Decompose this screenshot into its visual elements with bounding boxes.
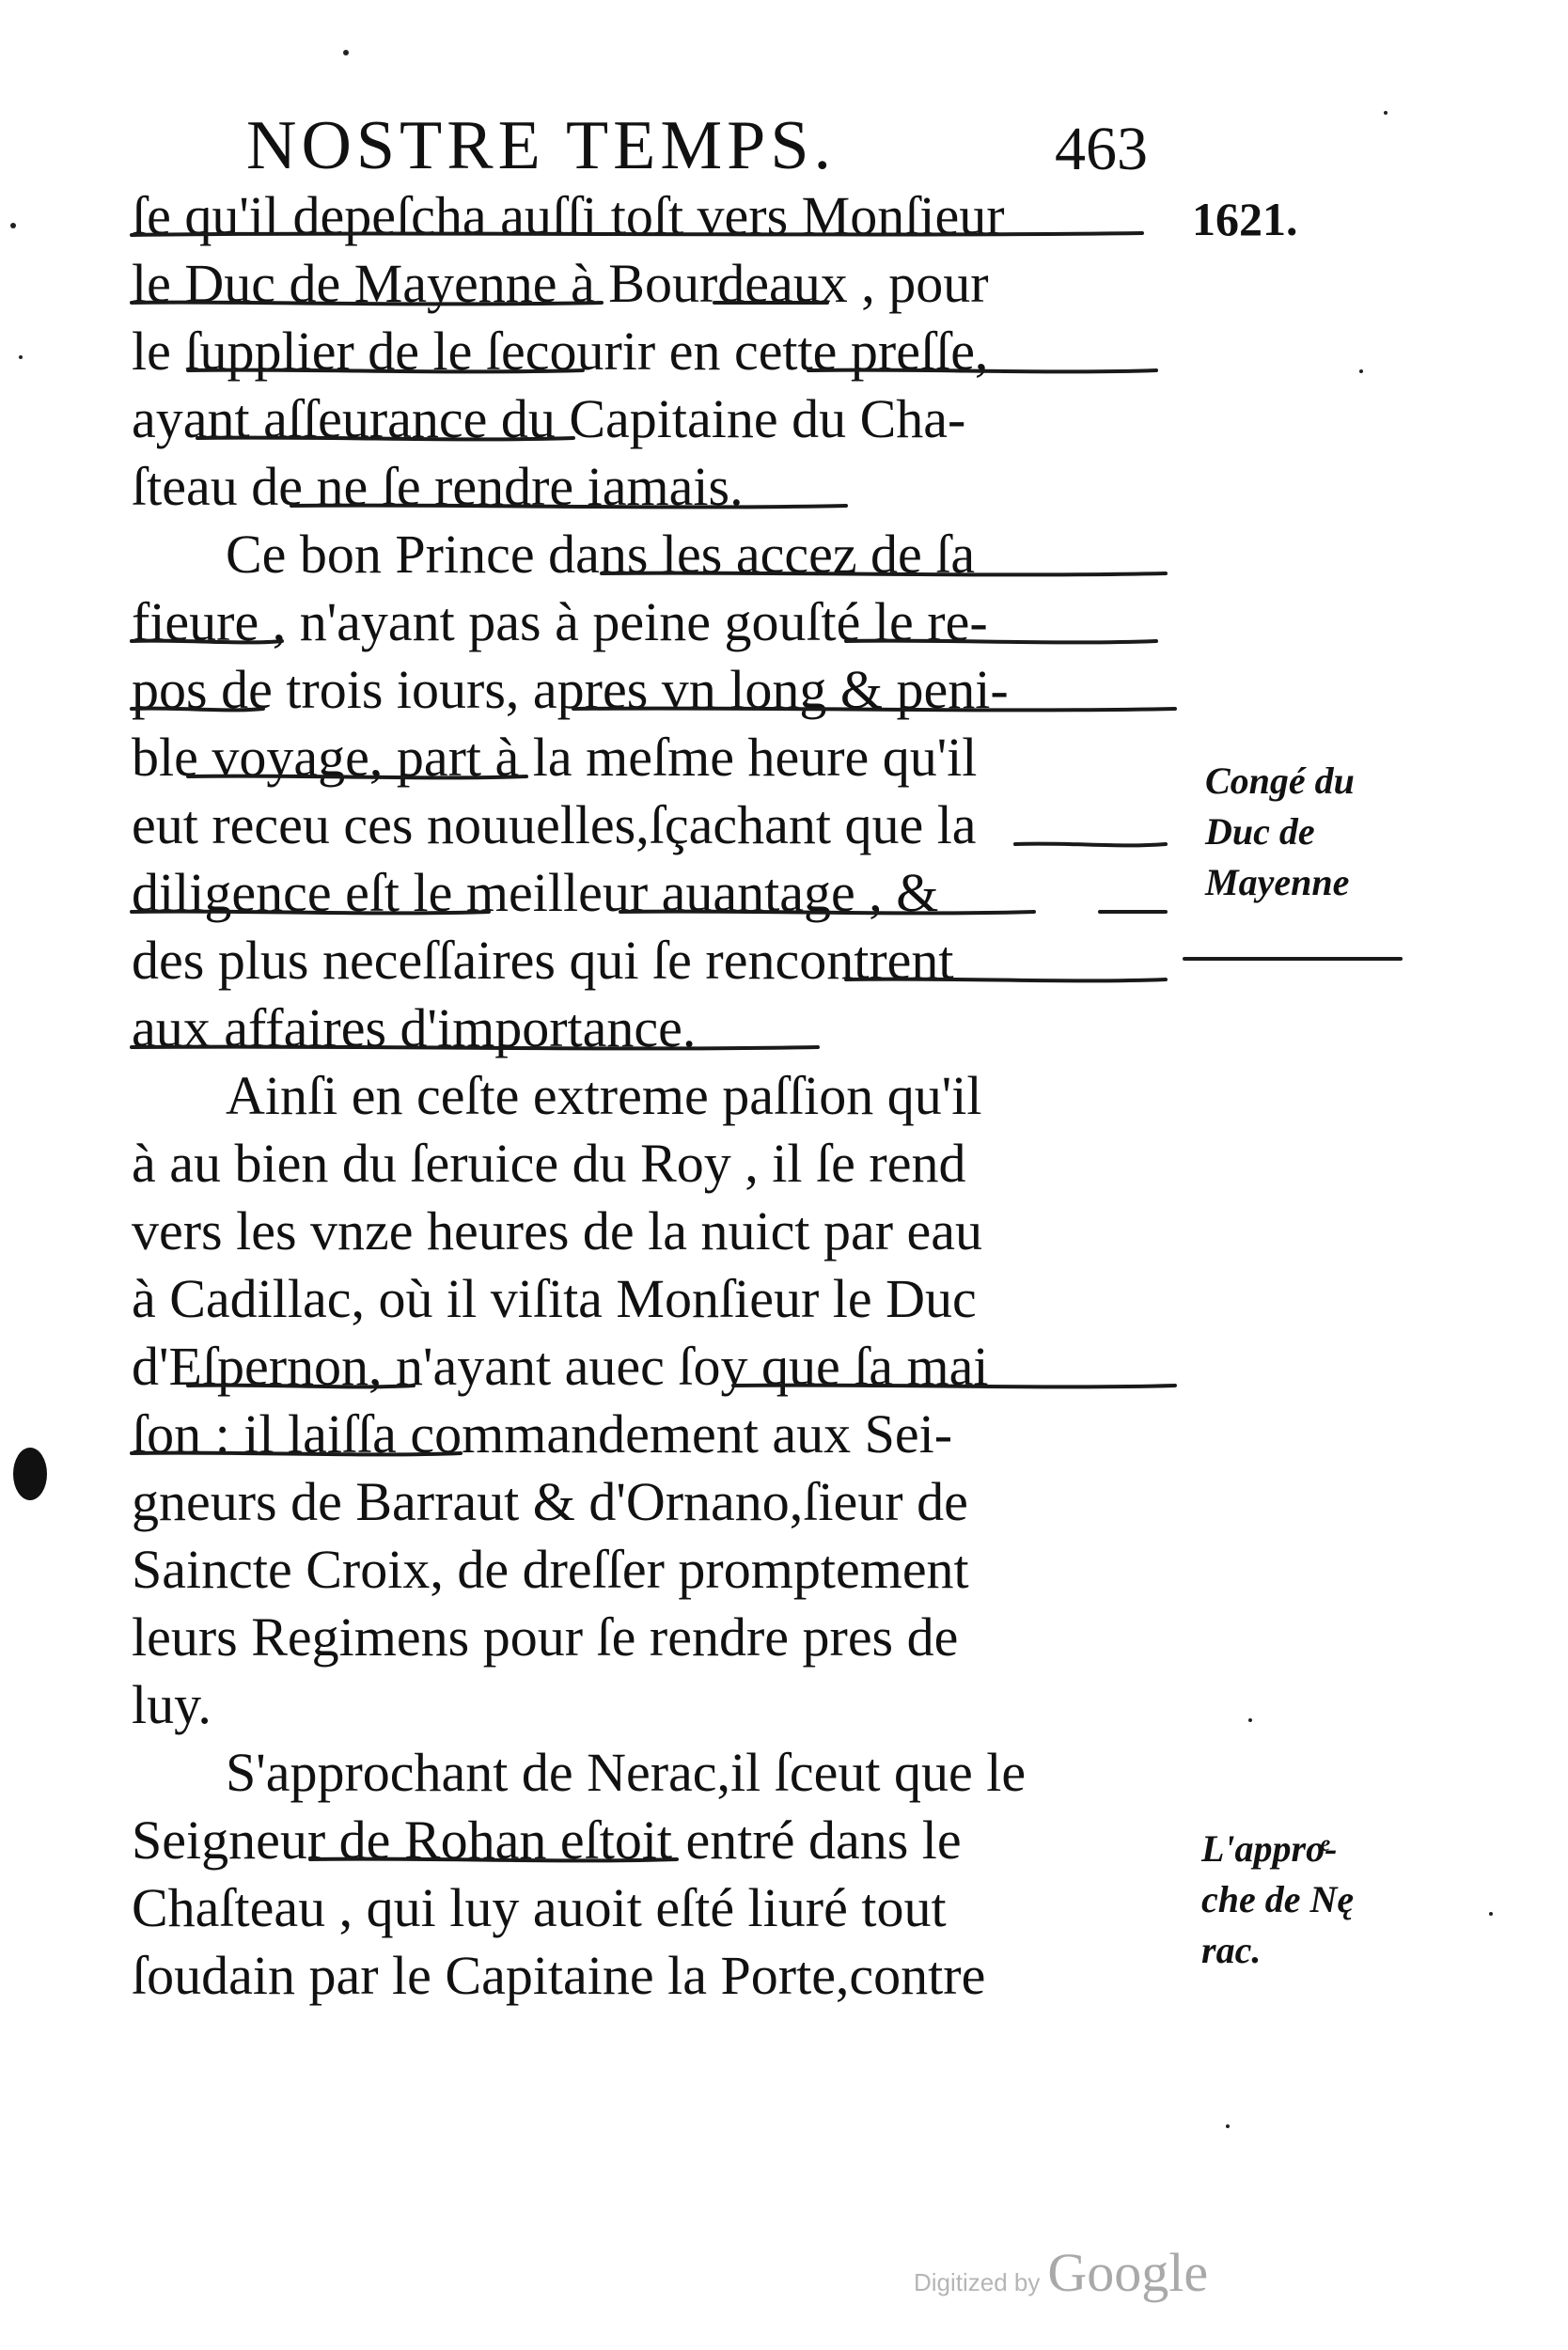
speck <box>1359 369 1363 373</box>
margin-note-conge <box>1205 756 1403 908</box>
speck <box>1489 1912 1493 1916</box>
text-line: ſteau de ne ſe rendre iamais. <box>132 456 744 517</box>
margin-note-line: rac. <box>1201 1929 1262 1971</box>
speck <box>10 223 16 228</box>
margin-note-line: L'approͤ- <box>1201 1827 1338 1870</box>
text-line: le ſupplier de le ſecourir en cette preſſe, <box>132 321 989 382</box>
text-line: gneurs de Barraut & d'Ornano,ſieur de <box>132 1471 968 1532</box>
paragraph-3 <box>132 1062 1203 1739</box>
text-line: ayant aſſeurance du Capitaine du Cha- <box>132 388 966 449</box>
paragraph-1 <box>132 182 1203 521</box>
text-line: ble voyage, part à la meſme heure qu'il <box>132 727 978 788</box>
text-line: d'Eſpernon, n'ayant auec ſoy que ſa mai <box>132 1336 989 1397</box>
text-line: leurs Regimens pour ſe rendre pres de <box>132 1606 959 1668</box>
text-line: ſoudain par le Capitaine la Porte,contre <box>132 1945 986 2006</box>
page-number: 463 <box>1055 115 1148 183</box>
text-line: pos de trois iours, apres vn long & peni- <box>132 659 1009 720</box>
text-line: le Duc de Mayenne à Bourdeaux , pour <box>132 253 989 314</box>
text-line: Seigneur de Rohan eſtoit entré dans le <box>132 1810 962 1871</box>
paragraph-4 <box>132 1739 1203 2010</box>
text-line: vers les vnze heures de la nuict par eau <box>132 1200 983 1261</box>
paragraph-2 <box>132 521 1203 1062</box>
speck <box>19 355 23 359</box>
margin-note-line: Congé du <box>1205 760 1355 802</box>
margin-note-line: che de Nę <box>1201 1878 1355 1920</box>
speck <box>343 50 349 55</box>
google-watermark <box>914 2241 1208 2304</box>
text-line: diligence eſt le meilleur auantage , & <box>132 862 939 923</box>
margin-ink-blot <box>13 1448 47 1500</box>
text-line: S'approchant de Nerac,il ſceut que le <box>226 1742 1027 1803</box>
text-line: à au bien du ſeruice du Roy , il ſe rend <box>132 1133 966 1194</box>
text-line: Chaſteau , qui luy auoit eſté liuré tout <box>132 1877 947 1938</box>
text-line: aux affaires d'importance. <box>132 997 697 1058</box>
text-line: Ainſi en ceſte extreme paſſion qu'il <box>226 1065 982 1126</box>
text-line: ſe qu'il depeſcha auſſi toſt vers Monſieur <box>132 185 1005 246</box>
text-line: Ce bon Prince dans les accez de ſa <box>226 524 976 585</box>
body-text <box>132 182 1203 2010</box>
text-line: fieure , n'ayant pas à peine gouſté le re- <box>132 591 988 652</box>
text-line: Saincte Croix, de dreſſer promptement <box>132 1539 969 1600</box>
margin-note-line: Duc de <box>1205 810 1315 853</box>
running-head: NOSTRE TEMPS. <box>246 107 836 184</box>
text-line: ſon : il laiſſa commandement aux Sei- <box>132 1403 953 1465</box>
speck <box>1384 111 1388 115</box>
text-line: luy. <box>132 1674 212 1735</box>
speck <box>1226 2124 1230 2128</box>
google-logo: Google <box>1047 2242 1209 2303</box>
text-line: des plus neceſſaires qui ſe rencontrent <box>132 930 954 991</box>
watermark-prefix: Digitized by <box>914 2268 1041 2296</box>
text-line: eut receu ces nouuelles,ſçachant que la <box>132 794 977 855</box>
margin-year: 1621. <box>1192 193 1298 245</box>
text-line: à Cadillac, où il viſita Monſieur le Duc <box>132 1268 977 1329</box>
margin-note-line: Mayenne <box>1205 861 1350 903</box>
margin-note-approche <box>1201 1824 1399 1976</box>
speck <box>1248 1718 1252 1722</box>
